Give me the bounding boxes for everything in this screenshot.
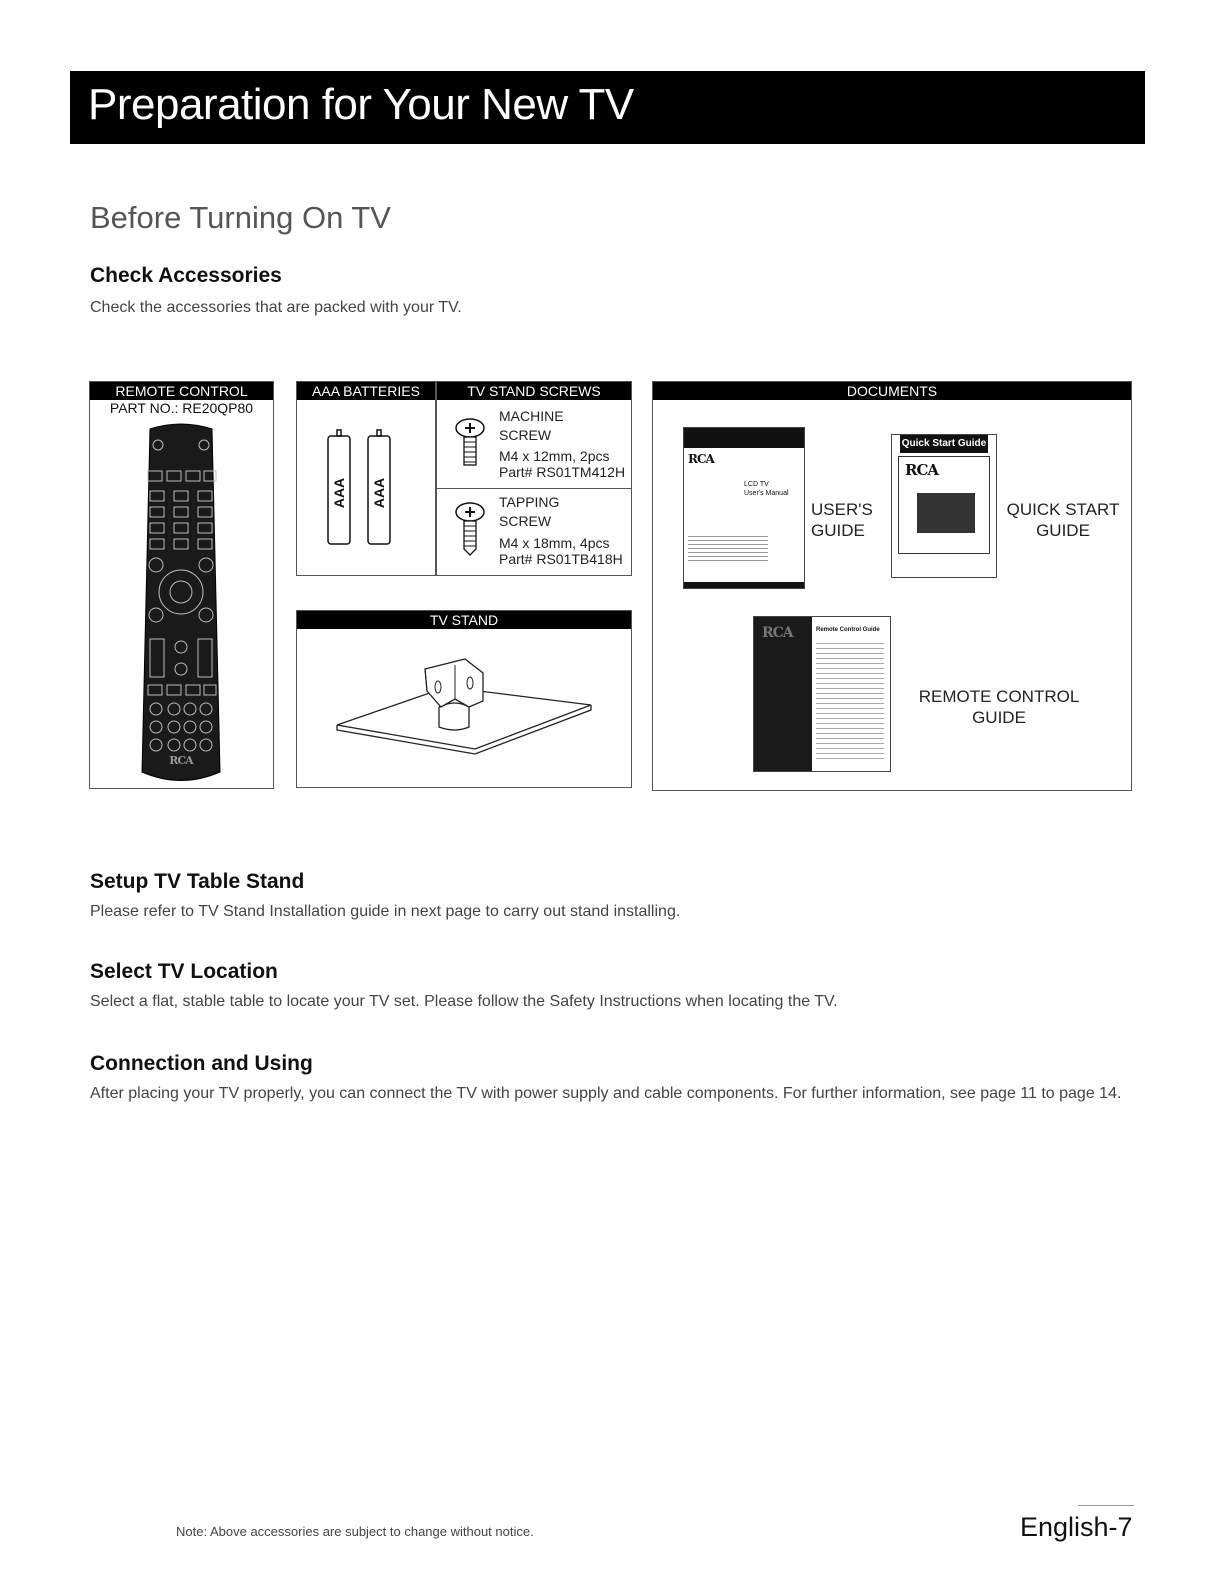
screws-divider	[437, 488, 631, 489]
machine-screw-size: M4 x 12mm, 2pcs	[499, 448, 610, 464]
quick-start-label-1: QUICK START	[1006, 500, 1120, 519]
stand-screws-header: TV STAND SCREWS	[437, 382, 631, 400]
select-location-text: Select a flat, stable table to locate your TV set. Please follow the Safety Instructions when locating the TV.	[90, 993, 838, 1010]
remote-guide-cover	[753, 616, 891, 772]
tapping-screw-line1: TAPPING	[499, 494, 560, 510]
quick-start-logo: RCA	[905, 461, 939, 479]
battery-label-2: AAA	[371, 477, 387, 509]
remote-control-box	[89, 381, 274, 789]
remote-guide-label-1: REMOTE CONTROL	[918, 687, 1080, 706]
documents-header: DOCUMENTS	[653, 382, 1131, 400]
quick-start-banner: Quick Start Guide	[900, 435, 988, 453]
remote-guide-logo: RCA	[762, 625, 793, 641]
quick-start-cover	[891, 434, 997, 578]
machine-screw-line2: SCREW	[499, 427, 552, 443]
users-guide-cover	[683, 427, 805, 589]
remote-guide-cover-title: Remote Control Guide	[816, 627, 880, 633]
page-title: Preparation for Your New TV	[88, 80, 634, 129]
remote-control-header: REMOTE CONTROL	[90, 382, 273, 400]
users-guide-logo: RCA	[688, 452, 714, 466]
tv-stand-image	[297, 629, 631, 787]
users-guide-label-1: USER'S	[811, 500, 873, 519]
documents-box	[652, 381, 1132, 791]
users-guide-cover-title2: User's Manual	[744, 490, 789, 497]
remote-part-number: PART NO.: RE20QP80	[109, 400, 254, 416]
tv-stand-header: TV STAND	[297, 611, 631, 629]
tapping-screw-icon	[453, 502, 487, 556]
stand-screws-box	[436, 381, 632, 576]
tapping-screw-line2: SCREW	[499, 513, 552, 529]
batteries-box	[296, 381, 436, 576]
connection-heading: Connection and Using	[90, 1052, 313, 1075]
remote-guide-label-2: GUIDE	[972, 708, 1026, 727]
tapping-screw-size: M4 x 18mm, 4pcs	[499, 535, 610, 551]
machine-screw-icon	[453, 418, 487, 470]
remote-control-image	[90, 417, 273, 787]
setup-stand-heading: Setup TV Table Stand	[90, 870, 305, 893]
section-title: Before Turning On TV	[90, 200, 391, 235]
tapping-screw-part: Part# RS01TB418H	[499, 551, 623, 567]
page-number: English-7	[1020, 1512, 1133, 1542]
aaa-batteries-image	[297, 400, 435, 575]
quick-start-label-2: GUIDE	[1036, 521, 1090, 540]
machine-screw-part: Part# RS01TM412H	[499, 464, 626, 480]
select-location-heading: Select TV Location	[90, 960, 278, 983]
footer-note: Note: Above accessories are subject to change without notice.	[176, 1524, 534, 1539]
batteries-header: AAA BATTERIES	[297, 382, 435, 400]
users-guide-cover-title1: LCD TV	[744, 481, 769, 488]
footer-rule	[1078, 1505, 1134, 1506]
machine-screw-line1: MACHINE	[499, 408, 564, 424]
users-guide-label-2: GUIDE	[811, 521, 865, 540]
connection-text: After placing your TV properly, you can connect the TV with power supply and cable components. For further information, see page 11 to page 14.	[90, 1085, 1122, 1102]
tv-stand-box	[296, 610, 632, 788]
check-accessories-text: Check the accessories that are packed with your TV.	[90, 299, 462, 316]
remote-logo: RCA	[169, 754, 193, 767]
battery-label-1: AAA	[331, 477, 347, 509]
setup-stand-text: Please refer to TV Stand Installation guide in next page to carry out stand installing.	[90, 903, 681, 920]
check-accessories-heading: Check Accessories	[90, 264, 282, 287]
